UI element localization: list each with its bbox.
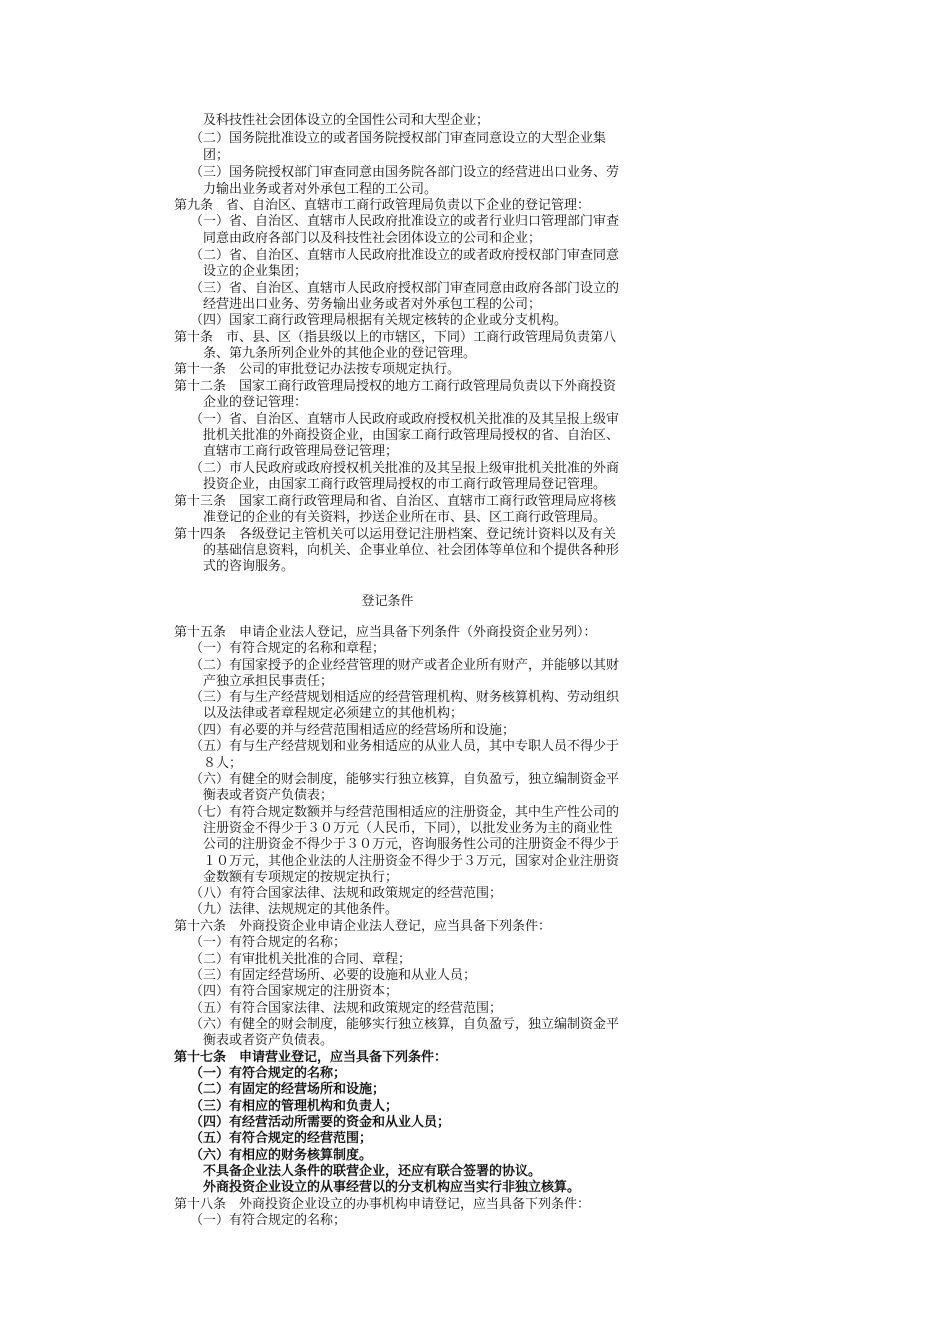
text-line: （五）有符合规定的经营范围； [190, 1131, 373, 1146]
text-line: （一）有符合规定的名称和章程； [190, 641, 386, 656]
text-line: （二）省、自治区、直辖市人民政府批准设立的或者政府授权部门审查同意 [190, 248, 620, 263]
text-line: 直辖市工商行政管理局登记管理； [203, 444, 399, 459]
text-line: １０万元，其他企业法的人注册资金不得少于３万元，国家对企业注册资 [203, 854, 620, 869]
text-line: 经营进出口业务、劳务输出业务或者对外承包工程的公司； [203, 297, 542, 312]
text-line: （五）有符合国家法律、法规和政策规定的经营范围； [190, 1001, 503, 1016]
article-heading: 第十七条 申请营业登记，应当具备下列条件： [174, 1050, 448, 1065]
text-line: （七）有符合规定数额并与经营范围相适应的注册资金，其中生产性公司的 [190, 805, 620, 820]
article-heading: 第十二条 国家工商行政管理局授权的地方工商行政管理局负责以下外商投资 [174, 379, 617, 394]
text-line: （八）有符合国家法律、法规和政策规定的经营范围； [190, 886, 503, 901]
article-heading: 第十四条 各级登记主管机关可以运用登记注册档案、登记统计资料以及有关 [174, 527, 617, 542]
text-line: （四）国家工商行政管理局根据有关规定核转的企业或分支机构。 [190, 313, 568, 328]
article-heading: 第十八条 外商投资企业设立的办事机构申请登记，应当具备下列条件： [174, 1197, 591, 1212]
text-line: 的基础信息资料，向机关、企事业单位、社会团体等单位和个提供各种形 [203, 543, 620, 558]
text-line: 衡表或者资产负债表。 [203, 1033, 334, 1048]
text-line: 准登记的企业的有关资料，抄送企业所在市、县、区工商行政管理局。 [203, 510, 607, 525]
text-line: 力输出业务或者对外承包工程的工公司。 [203, 182, 438, 197]
text-line: （三）有相应的管理机构和负责人； [190, 1099, 399, 1114]
text-line: ８人； [203, 756, 243, 771]
text-line: 设立的企业集团； [203, 264, 308, 279]
text-line: 同意由政府各部门以及科技性社会团体设立的公司和企业； [203, 231, 542, 246]
text-line: 团； [203, 148, 230, 163]
text-line: 不具备企业法人条件的联营企业，还应有联合签署的协议。 [203, 1164, 542, 1179]
text-line: （五）有与生产经营规划和业务相适应的从业人员，其中专职人员不得少于 [190, 739, 620, 754]
text-line: 企业的登记管理： [203, 395, 308, 410]
text-line: （四）有必要的并与经营范围相适应的经营场所和设施； [190, 723, 516, 738]
article-heading: 第十三条 国家工商行政管理局和省、自治区、直辖市工商行政管理局应将核 [174, 494, 617, 509]
text-line: 金数额有专项规定的按规定执行； [203, 870, 399, 885]
text-line: （一）有符合规定的名称； [190, 1213, 347, 1228]
text-line: （三）有与生产经营规划相适应的经营管理机构、财务核算机构、劳动组织 [190, 690, 620, 705]
text-line: 衡表或者资产负债表； [203, 788, 334, 803]
text-line: 注册资金不得少于３０万元（人民币，下同），以批发业务为主的商业性 [203, 821, 613, 836]
article-heading: 第九条 省、自治区、直辖市工商行政管理局负责以下企业的登记管理： [174, 198, 591, 213]
text-line: （二）有国家授予的企业经营管理的财产或者企业所有财产，并能够以其财 [190, 658, 620, 673]
text-line: （三）国务院授权部门审查同意由国务院各部门设立的经营进出口业务、劳 [190, 165, 620, 180]
text-line: （三）省、自治区、直辖市人民政府授权部门审查同意由政府各部门设立的 [190, 281, 620, 296]
text-line: 产独立承担民事责任； [203, 674, 334, 689]
text-line: （一）有符合规定的名称； [190, 935, 347, 950]
text-line: （二）有审批机关批准的合同、章程； [190, 952, 412, 967]
text-line: （一）有符合规定的名称； [190, 1066, 347, 1081]
text-line: （九）法律、法规规定的其他条件。 [190, 902, 399, 917]
text-line: （二）有固定的经营场所和设施； [190, 1082, 386, 1097]
text-line: 投资企业，由国家工商行政管理局授权的市工商行政管理局登记管理。 [203, 477, 607, 492]
text-line: （二）市人民政府或政府授权机关批准的及其呈报上级审批机关批准的外商 [190, 461, 620, 476]
article-heading: 第十一条 公司的审批登记办法按专项规定执行。 [174, 362, 461, 377]
text-line: 批机关批准的外商投资企业，由国家工商行政管理局授权的省、自治区、 [203, 428, 620, 443]
article-heading: 第十条 市、县、区（指县级以上的市辖区，下同）工商行政管理局负责第八 [174, 330, 617, 345]
text-line: 外商投资企业设立的从事经营以的分支机构应当实行非独立核算。 [203, 1180, 581, 1195]
article-heading: 第十六条 外商投资企业申请企业法人登记，应当具备下列条件： [174, 919, 552, 934]
text-line: 及科技性社会团体设立的全国性公司和大型企业； [203, 113, 490, 128]
text-line: 式的咨询服务。 [203, 559, 295, 574]
text-line: （三）有固定经营场所、必要的设施和从业人员； [190, 968, 477, 983]
text-line: （一）省、自治区、直辖市人民政府或政府授权机关批准的及其呈报上级审 [190, 412, 620, 427]
text-line: 条、第九条所列企业外的其他企业的登记管理。 [203, 346, 477, 361]
text-line: 公司的注册资金不得少于３０万元，咨询服务性公司的注册资金不得少于 [203, 837, 620, 852]
text-line: （六）有相应的财务核算制度。 [190, 1148, 373, 1163]
text-line: （六）有健全的财会制度，能够实行独立核算，自负盈亏，独立编制资金平 [190, 1017, 620, 1032]
text-line: （四）有经营活动所需要的资金和从业人员； [190, 1115, 451, 1130]
section-heading: 登记条件 [361, 594, 414, 609]
text-line: （四）有符合国家规定的注册资本； [190, 984, 399, 999]
text-line: 以及法律或者章程规定必须建立的其他机构； [203, 706, 464, 721]
text-line: （二）国务院批准设立的或者国务院授权部门审查同意设立的大型企业集 [190, 131, 607, 146]
text-line: （一）省、自治区、直辖市人民政府批准设立的或者行业归口管理部门审查 [190, 214, 620, 229]
article-heading: 第十五条 申请企业法人登记，应当具备下列条件（外商投资企业另列）： [174, 625, 597, 640]
text-line: （六）有健全的财会制度，能够实行独立核算，自负盈亏，独立编制资金平 [190, 772, 620, 787]
